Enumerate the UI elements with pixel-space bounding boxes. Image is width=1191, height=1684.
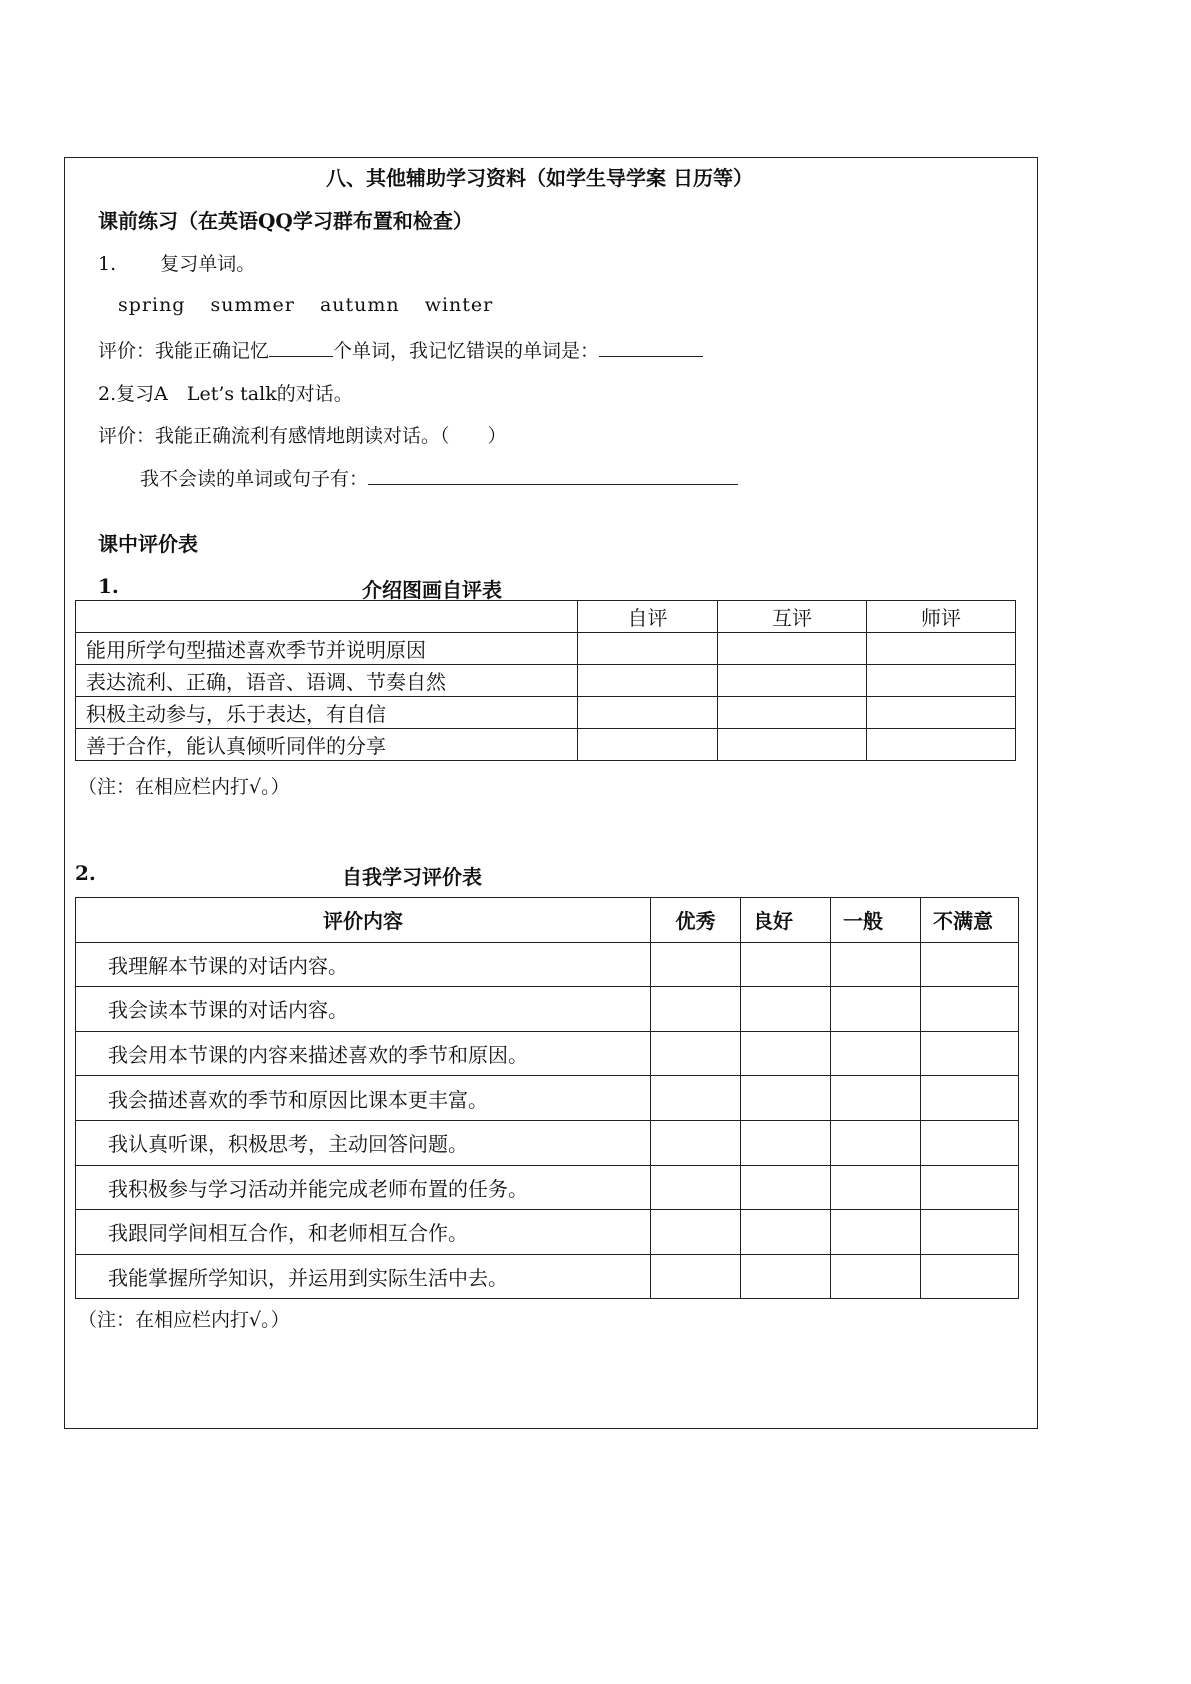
check-cell[interactable] [867,697,1016,729]
check-cell[interactable] [831,1031,921,1076]
check-cell[interactable] [651,1165,741,1210]
check-cell[interactable] [578,729,718,761]
table-row [76,729,1016,761]
check-cell[interactable] [741,1210,831,1255]
check-cell[interactable] [921,1165,1019,1210]
header-good: 良好 [741,898,831,943]
check-cell[interactable] [867,665,1016,697]
check-cell[interactable] [831,987,921,1032]
header-peer: 互评 [718,601,867,633]
check-cell[interactable] [651,987,741,1032]
row-label: 我会读本节课的对话内容。 [76,987,651,1032]
check-cell[interactable] [921,942,1019,987]
cannot-read-label: 我不会读的单词或句子有： [140,468,369,490]
check-cell[interactable] [718,633,867,665]
count-blank[interactable] [269,338,333,357]
word-list [118,294,493,316]
table-header-row [76,601,1016,633]
row-label: 表达流利、正确，语音、语调、节奏自然 [76,665,578,697]
row-label: 我认真听课，积极思考，主动回答问题。 [76,1120,651,1165]
check-cell[interactable] [831,1210,921,1255]
in-class-heading: 课中评价表 [98,532,198,556]
row-label: 我跟同学间相互合作，和老师相互合作。 [76,1210,651,1255]
check-cell[interactable] [921,1031,1019,1076]
check-cell[interactable] [718,697,867,729]
pre-class-heading: 课前练习（在英语QQ学习群布置和检查） [98,209,473,233]
row-label: 我理解本节课的对话内容。 [76,942,651,987]
row-label: 我积极参与学习活动并能完成老师布置的任务。 [76,1165,651,1210]
section-title: 八、其他辅助学习资料（如学生导学案 日历等） [326,166,753,190]
check-cell[interactable] [578,665,718,697]
check-cell[interactable] [578,697,718,729]
evaluation-words [98,336,703,363]
check-cell[interactable] [741,1120,831,1165]
word-winter: winter [424,294,494,316]
table1-note: （注：在相应栏内打√。） [78,776,290,798]
table2-number: 2. [75,861,96,885]
row-label: 能用所学句型描述喜欢季节并说明原因 [76,633,578,665]
self-assessment-table-2 [75,897,1019,1299]
check-cell[interactable] [921,987,1019,1032]
review-words-item [98,249,255,276]
word-autumn: autumn [319,294,400,316]
item-number: 1. [98,253,117,275]
table-row [76,665,1016,697]
check-cell[interactable] [651,1031,741,1076]
check-cell[interactable] [831,942,921,987]
check-cell[interactable] [831,1254,921,1299]
table-header-row [76,898,1019,943]
cannot-read-line [140,464,738,491]
header-unsatisfied: 不满意 [921,898,1019,943]
check-cell[interactable] [921,1120,1019,1165]
header-content: 评价内容 [76,898,651,943]
check-cell[interactable] [831,1120,921,1165]
evaluation-dialogue: 评价：我能正确流利有感情地朗读对话。（ ） [98,425,507,447]
table-row [76,1031,1019,1076]
wrong-words-blank[interactable] [599,338,703,357]
header-self: 自评 [578,601,718,633]
word-summer: summer [210,294,295,316]
table2-note: （注：在相应栏内打√。） [78,1309,290,1331]
header-teacher: 师评 [867,601,1016,633]
self-assessment-table-1 [75,600,1016,761]
word-spring: spring [118,294,186,316]
table-row [76,942,1019,987]
item-text: 复习单词。 [160,253,256,275]
cannot-read-blank[interactable] [368,466,738,485]
check-cell[interactable] [921,1210,1019,1255]
check-cell[interactable] [867,633,1016,665]
table-row [76,1076,1019,1121]
check-cell[interactable] [741,1254,831,1299]
table1-number: 1. [98,574,119,598]
table-row [76,1165,1019,1210]
check-cell[interactable] [831,1076,921,1121]
eval-middle: 个单词，我记忆错误的单词是： [333,340,600,362]
check-cell[interactable] [921,1254,1019,1299]
check-cell[interactable] [651,1076,741,1121]
check-cell[interactable] [867,729,1016,761]
header-blank [76,601,578,633]
row-label: 我能掌握所学知识，并运用到实际生活中去。 [76,1254,651,1299]
check-cell[interactable] [921,1076,1019,1121]
check-cell[interactable] [741,1031,831,1076]
table-row [76,1254,1019,1299]
table-row [76,697,1016,729]
check-cell[interactable] [718,665,867,697]
check-cell[interactable] [651,1254,741,1299]
row-label: 积极主动参与，乐于表达，有自信 [76,697,578,729]
header-excellent: 优秀 [651,898,741,943]
check-cell[interactable] [741,1165,831,1210]
table-row [76,1210,1019,1255]
eval-prefix: 评价：我能正确记忆 [98,340,270,362]
check-cell[interactable] [578,633,718,665]
table2-title: 自我学习评价表 [342,865,482,889]
check-cell[interactable] [651,942,741,987]
check-cell[interactable] [741,942,831,987]
table-row [76,987,1019,1032]
table-row [76,1120,1019,1165]
table1-title: 介绍图画自评表 [362,578,502,602]
row-label: 善于合作，能认真倾听同伴的分享 [76,729,578,761]
row-label: 我会用本节课的内容来描述喜欢的季节和原因。 [76,1031,651,1076]
check-cell[interactable] [651,1120,741,1165]
check-cell[interactable] [741,1076,831,1121]
check-cell[interactable] [831,1165,921,1210]
check-cell[interactable] [718,729,867,761]
table-row [76,633,1016,665]
review-dialogue-item: 2.复习A Let’s talk的对话。 [98,383,353,405]
check-cell[interactable] [741,987,831,1032]
check-cell[interactable] [651,1210,741,1255]
header-average: 一般 [831,898,921,943]
row-label: 我会描述喜欢的季节和原因比课本更丰富。 [76,1076,651,1121]
